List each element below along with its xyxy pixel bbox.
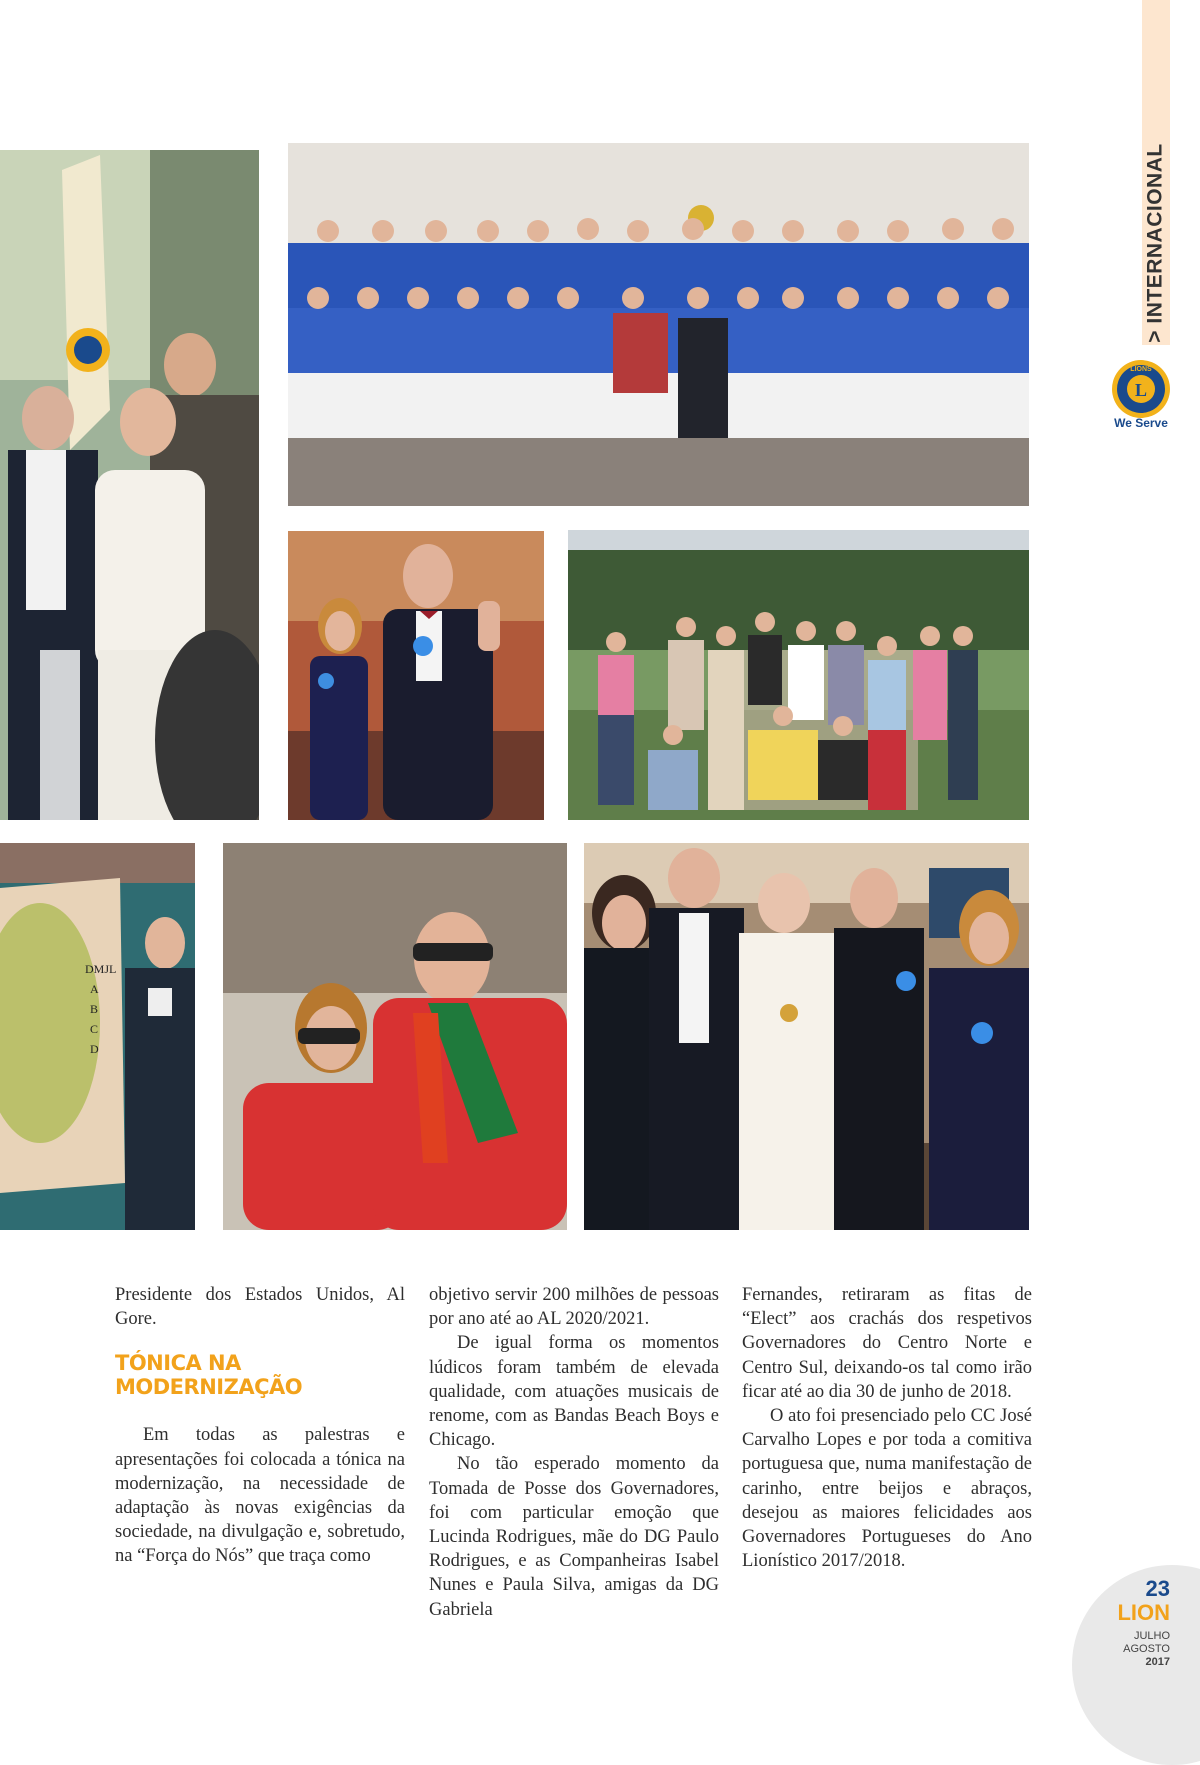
section-tab-label-wrap (1142, 140, 1170, 345)
svg-text:B: B (90, 1002, 99, 1016)
lions-logo (1110, 358, 1172, 420)
issue-months: JULHO AGOSTO (1123, 1630, 1170, 1655)
section-label: > INTERNACIONAL (1144, 142, 1167, 343)
article-paragraph: Fernandes, retiraram as fitas de “Elect” aos crachás dos respetivos Governadores do Centro Norte e Centro Sul, deixando-os tal como irão ficar até ao dia 30 de junho de 2018. (742, 1285, 1032, 1402)
article-column-3 (742, 1283, 1032, 1573)
section-heading-line: MODERNIZAÇÃO (115, 1375, 303, 1400)
article-paragraph: No tão esperado momento da Tomada de Posse dos Governadores, foi com particular emoção que Lucinda Rodrigues, mãe do DG Paulo Rodrigues, e as Companheiras Isabel Nunes e Paula Silva, amigas da DG Gabriela (429, 1454, 719, 1620)
article-paragraph: O ato foi presenciado pelo CC José Carvalho Lopes e por toda a comitiva portuguesa que, numa manifestação de carinho, entre beijos e abraços, desejou as maiores felicidades aos Governadores Portugueses do Ano Lionístico 2017/2018. (742, 1406, 1032, 1572)
photo-five-formal (584, 843, 1029, 1230)
article-paragraph: Presidente dos Estados Unidos, Al Gore. (115, 1285, 405, 1330)
photo-blue-blazers-group (288, 143, 1029, 506)
page-number: 23 (1145, 1576, 1170, 1601)
motto: We Serve (1114, 416, 1168, 430)
lions-logo-text: LIONS (1130, 366, 1152, 373)
article-paragraph: objetivo servir 200 milhões de pessoas por ano até ao AL 2020/2021. (429, 1285, 719, 1330)
photo-couple-formal (288, 531, 544, 820)
svg-text:L: L (1134, 380, 1148, 400)
photo-outdoor-group (568, 530, 1029, 820)
svg-text:A: A (90, 982, 99, 996)
svg-text:C: C (90, 1022, 99, 1036)
section-heading (115, 1351, 405, 1399)
svg-text:DMJL: DMJL (85, 962, 117, 976)
photo-left-crop-group (0, 150, 259, 820)
magazine-name: LION (1117, 1600, 1170, 1625)
article-paragraph: Em todas as palestras e apresentações foi colocada a tónica na modernização, na necessidade de adaptação às novas exigências da sociedade, na divulgação e, sobretudo, na “Força do Nós” que traça como (115, 1425, 405, 1567)
photo-painting-signature (0, 843, 195, 1230)
issue-year: 2017 (1145, 1656, 1170, 1668)
article-column-2 (429, 1283, 719, 1622)
svg-text:D: D (90, 1042, 99, 1056)
article-paragraph: De igual forma os momentos lúdicos foram também de elevada qualidade, com atuações musicais de renome, com as Bandas Beach Boys e Chicago. (429, 1333, 719, 1451)
article-column-1 (115, 1283, 405, 1569)
section-heading-line: TÓNICA NA (115, 1351, 241, 1376)
photo-couple-portugal-scarf (223, 843, 567, 1230)
